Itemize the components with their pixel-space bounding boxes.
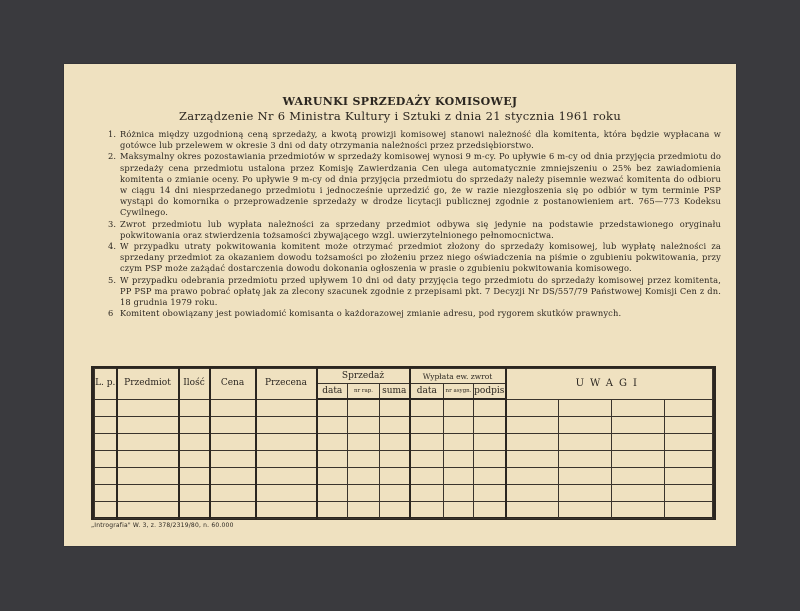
cell[interactable]	[179, 485, 210, 502]
header-wyplata-nr-asygn: nr asygn.	[444, 384, 474, 400]
cell[interactable]	[474, 399, 506, 417]
cell[interactable]	[444, 399, 474, 417]
cell[interactable]	[410, 451, 444, 468]
cell[interactable]	[612, 502, 665, 519]
rule-text: Maksymalny okres pozostawiania przedmiotów w sprzedaży komisowej wynosi 9 m-cy. Po upływie 6 m-cy od dnia przyjęcia przedmiotu do sprzedaży cena przedmiotu ustalona przez Komisję Zawierdzania Cen ulega automatycznie zmniejszeniu o 25% bez zawiadomienia komitenta o zmianie oceny. Po upływie 9 m-cy od dnia przyjęcia przedmiotu do sprzedaży należy pisemnie wezwać komitenta do odbioru w ciągu 14 dni niesprzedanego przedmiotu i jednocześnie uprzedzić go, że w razie niezgłoszenia się po odbiór w tym terminie PSP wystąpi do komornika o przeprowadzenie sprzedaży w drodze licytacji publicznej zgodnie z postanowieniem art. 765—773 Kodeksu Cywilnego.	[120, 151, 721, 218]
printer-imprint: „Intrografia" W. 3, z. 378/2319/80, n. 60.000	[91, 522, 234, 529]
rule-item	[108, 219, 721, 241]
cell[interactable]	[210, 417, 256, 434]
cell[interactable]	[506, 417, 559, 434]
header-sprzedaz: Sprzedaż	[317, 369, 410, 384]
cell[interactable]	[256, 451, 317, 468]
cell[interactable]	[612, 399, 665, 417]
cell[interactable]	[506, 434, 559, 451]
cell[interactable]	[665, 451, 713, 468]
cell[interactable]	[256, 417, 317, 434]
cell[interactable]	[410, 468, 444, 485]
rule-text: Różnica między uzgodnioną ceną sprzedaży, a kwotą prowizji komisowej stanowi należność dla komitenta, która będzie wypłacana w gotówce lub przelewem w okresie 3 dni od daty otrzymania należności przez przedsiębiorstwo.	[120, 129, 721, 151]
cell[interactable]	[348, 399, 380, 417]
cell[interactable]	[117, 434, 179, 451]
cell[interactable]	[474, 451, 506, 468]
header-przecena: Przecena	[256, 369, 317, 400]
cell[interactable]	[474, 468, 506, 485]
cell[interactable]	[348, 468, 380, 485]
cell[interactable]	[559, 417, 612, 434]
cell[interactable]	[559, 434, 612, 451]
cell[interactable]	[380, 434, 410, 451]
cell[interactable]	[665, 502, 713, 519]
header-sprzedaz-suma: suma	[380, 384, 410, 400]
commission-sale-form	[64, 64, 736, 546]
cell[interactable]	[559, 468, 612, 485]
header-uwagi: UWAGI	[506, 369, 713, 400]
cell[interactable]	[665, 399, 713, 417]
cell[interactable]	[380, 399, 410, 417]
cell[interactable]	[179, 417, 210, 434]
cell[interactable]	[117, 468, 179, 485]
table-row	[95, 399, 713, 417]
cell[interactable]	[380, 417, 410, 434]
rule-number: 6	[108, 308, 114, 319]
rule-item	[108, 308, 721, 319]
cell[interactable]	[506, 485, 559, 502]
cell[interactable]	[95, 417, 117, 434]
cell[interactable]	[410, 485, 444, 502]
cell[interactable]	[380, 485, 410, 502]
table-row	[95, 451, 713, 468]
cell[interactable]	[665, 468, 713, 485]
table-row	[95, 468, 713, 485]
cell[interactable]	[179, 399, 210, 417]
rules-list	[108, 129, 721, 319]
rule-number: 5.	[108, 274, 117, 285]
cell[interactable]	[95, 502, 117, 519]
cell[interactable]	[444, 468, 474, 485]
cell[interactable]	[210, 451, 256, 468]
cell[interactable]	[506, 399, 559, 417]
cell[interactable]	[256, 399, 317, 417]
rule-number: 3.	[108, 218, 117, 229]
cell[interactable]	[665, 485, 713, 502]
document-subtitle: Zarządzenie Nr 6 Ministra Kultury i Sztuki z dnia 21 stycznia 1961 roku	[178, 109, 622, 123]
cell[interactable]	[117, 417, 179, 434]
cell[interactable]	[348, 434, 380, 451]
cell[interactable]	[444, 451, 474, 468]
rule-item	[108, 151, 721, 218]
cell[interactable]	[474, 434, 506, 451]
cell[interactable]	[210, 502, 256, 519]
cell[interactable]	[612, 485, 665, 502]
cell[interactable]	[317, 434, 348, 451]
cell[interactable]	[95, 468, 117, 485]
header-wyplata-podpis: podpis	[474, 384, 506, 400]
cell[interactable]	[256, 485, 317, 502]
cell[interactable]	[256, 434, 317, 451]
cell[interactable]	[95, 485, 117, 502]
rule-item	[108, 275, 721, 309]
cell[interactable]	[506, 468, 559, 485]
rule-item	[108, 241, 721, 275]
cell[interactable]	[317, 399, 348, 417]
cell[interactable]	[410, 434, 444, 451]
table-row	[95, 502, 713, 519]
cell[interactable]	[665, 434, 713, 451]
cell[interactable]	[179, 468, 210, 485]
cell[interactable]	[348, 451, 380, 468]
rule-number: 4.	[108, 241, 117, 252]
cell[interactable]	[317, 417, 348, 434]
cell[interactable]	[317, 502, 348, 519]
cell[interactable]	[474, 485, 506, 502]
header-wyplata-data: data	[410, 384, 444, 400]
header-ilosc: Ilość	[179, 369, 210, 400]
cell[interactable]	[444, 502, 474, 519]
cell[interactable]	[117, 451, 179, 468]
cell[interactable]	[444, 434, 474, 451]
header-sprzedaz-nr-rap: nr rap.	[348, 384, 380, 400]
cell[interactable]	[210, 468, 256, 485]
cell[interactable]	[348, 417, 380, 434]
cell[interactable]	[612, 434, 665, 451]
cell[interactable]	[474, 502, 506, 519]
cell[interactable]	[612, 468, 665, 485]
cell[interactable]	[95, 451, 117, 468]
cell[interactable]	[559, 502, 612, 519]
cell[interactable]	[256, 468, 317, 485]
cell[interactable]	[210, 399, 256, 417]
header-lp: L. p.	[95, 369, 117, 400]
cell[interactable]	[612, 417, 665, 434]
table-row	[95, 434, 713, 451]
cell[interactable]	[444, 485, 474, 502]
header-wyplata: Wypłata ew. zwrot	[410, 369, 506, 384]
document-title: WARUNKI SPRZEDAŻY KOMISOWEJ	[282, 95, 518, 108]
cell[interactable]	[179, 502, 210, 519]
cell[interactable]	[559, 485, 612, 502]
rule-item	[108, 129, 721, 151]
cell[interactable]	[506, 451, 559, 468]
cell[interactable]	[444, 417, 474, 434]
cell[interactable]	[317, 485, 348, 502]
cell[interactable]	[410, 417, 444, 434]
header-cena: Cena	[210, 369, 256, 400]
cell[interactable]	[665, 417, 713, 434]
cell[interactable]	[506, 502, 559, 519]
rule-text: Komitent obowiązany jest powiadomić komisanta o każdorazowej zmianie adresu, pod rygorem skutków prawnych.	[120, 308, 622, 319]
cell[interactable]	[410, 399, 444, 417]
cell[interactable]	[317, 468, 348, 485]
table-row	[95, 485, 713, 502]
cell[interactable]	[612, 451, 665, 468]
cell[interactable]	[559, 399, 612, 417]
cell[interactable]	[95, 399, 117, 417]
cell[interactable]	[179, 434, 210, 451]
cell[interactable]	[117, 485, 179, 502]
rule-text: W przypadku utraty pokwitowania komitent może otrzymać przedmiot złożony do sprzedaży komisowej, lub wypłatę należności za sprzedany przedmiot za okazaniem dowodu tożsamości po złożeniu przez niego oświadczenia na piśmie o zgubieniu pokwitowania, przy czym PSP może zażądać dostarczenia dowodu dokonania ogłoszenia w prasie o zgubieniu pokwitowania komisowego.	[120, 241, 721, 274]
cell[interactable]	[348, 485, 380, 502]
header-przedmiot: Przedmiot	[117, 369, 179, 400]
cell[interactable]	[380, 502, 410, 519]
cell[interactable]	[179, 451, 210, 468]
header-sprzedaz-data: data	[317, 384, 348, 400]
cell[interactable]	[474, 417, 506, 434]
cell[interactable]	[348, 502, 380, 519]
cell[interactable]	[317, 451, 348, 468]
cell[interactable]	[117, 399, 179, 417]
rule-number: 2.	[108, 151, 117, 162]
cell[interactable]	[210, 485, 256, 502]
rule-text: W przypadku odebrania przedmiotu przed upływem 10 dni od daty przyjęcia tego przedmiotu do sprzedaży komisowej przez komitenta, PP PSP ma prawo pobrać opłatę jak za zlecony szacunek zgodnie z przepisami pkt. 7 Decyzji Nr DS/557/79 Państwowej Komisji Cen z dn. 18 grudnia 1979 roku.	[120, 274, 721, 308]
cell[interactable]	[380, 468, 410, 485]
rule-number: 1.	[108, 129, 117, 139]
cell[interactable]	[380, 451, 410, 468]
cell[interactable]	[117, 502, 179, 519]
cell[interactable]	[210, 434, 256, 451]
cell[interactable]	[410, 502, 444, 519]
table-body	[95, 399, 713, 519]
items-table	[91, 366, 716, 520]
table-row	[95, 417, 713, 434]
cell[interactable]	[559, 451, 612, 468]
cell[interactable]	[95, 434, 117, 451]
cell[interactable]	[256, 502, 317, 519]
rule-text: Zwrot przedmiotu lub wypłata należności za sprzedany przedmiot odbywa się jedynie na podstawie przedstawionego oryginału pokwitowania oraz stwierdzenia tożsamości zbywającego wzgl. uwierzytelnionego pełnomocnictwa.	[120, 218, 721, 240]
